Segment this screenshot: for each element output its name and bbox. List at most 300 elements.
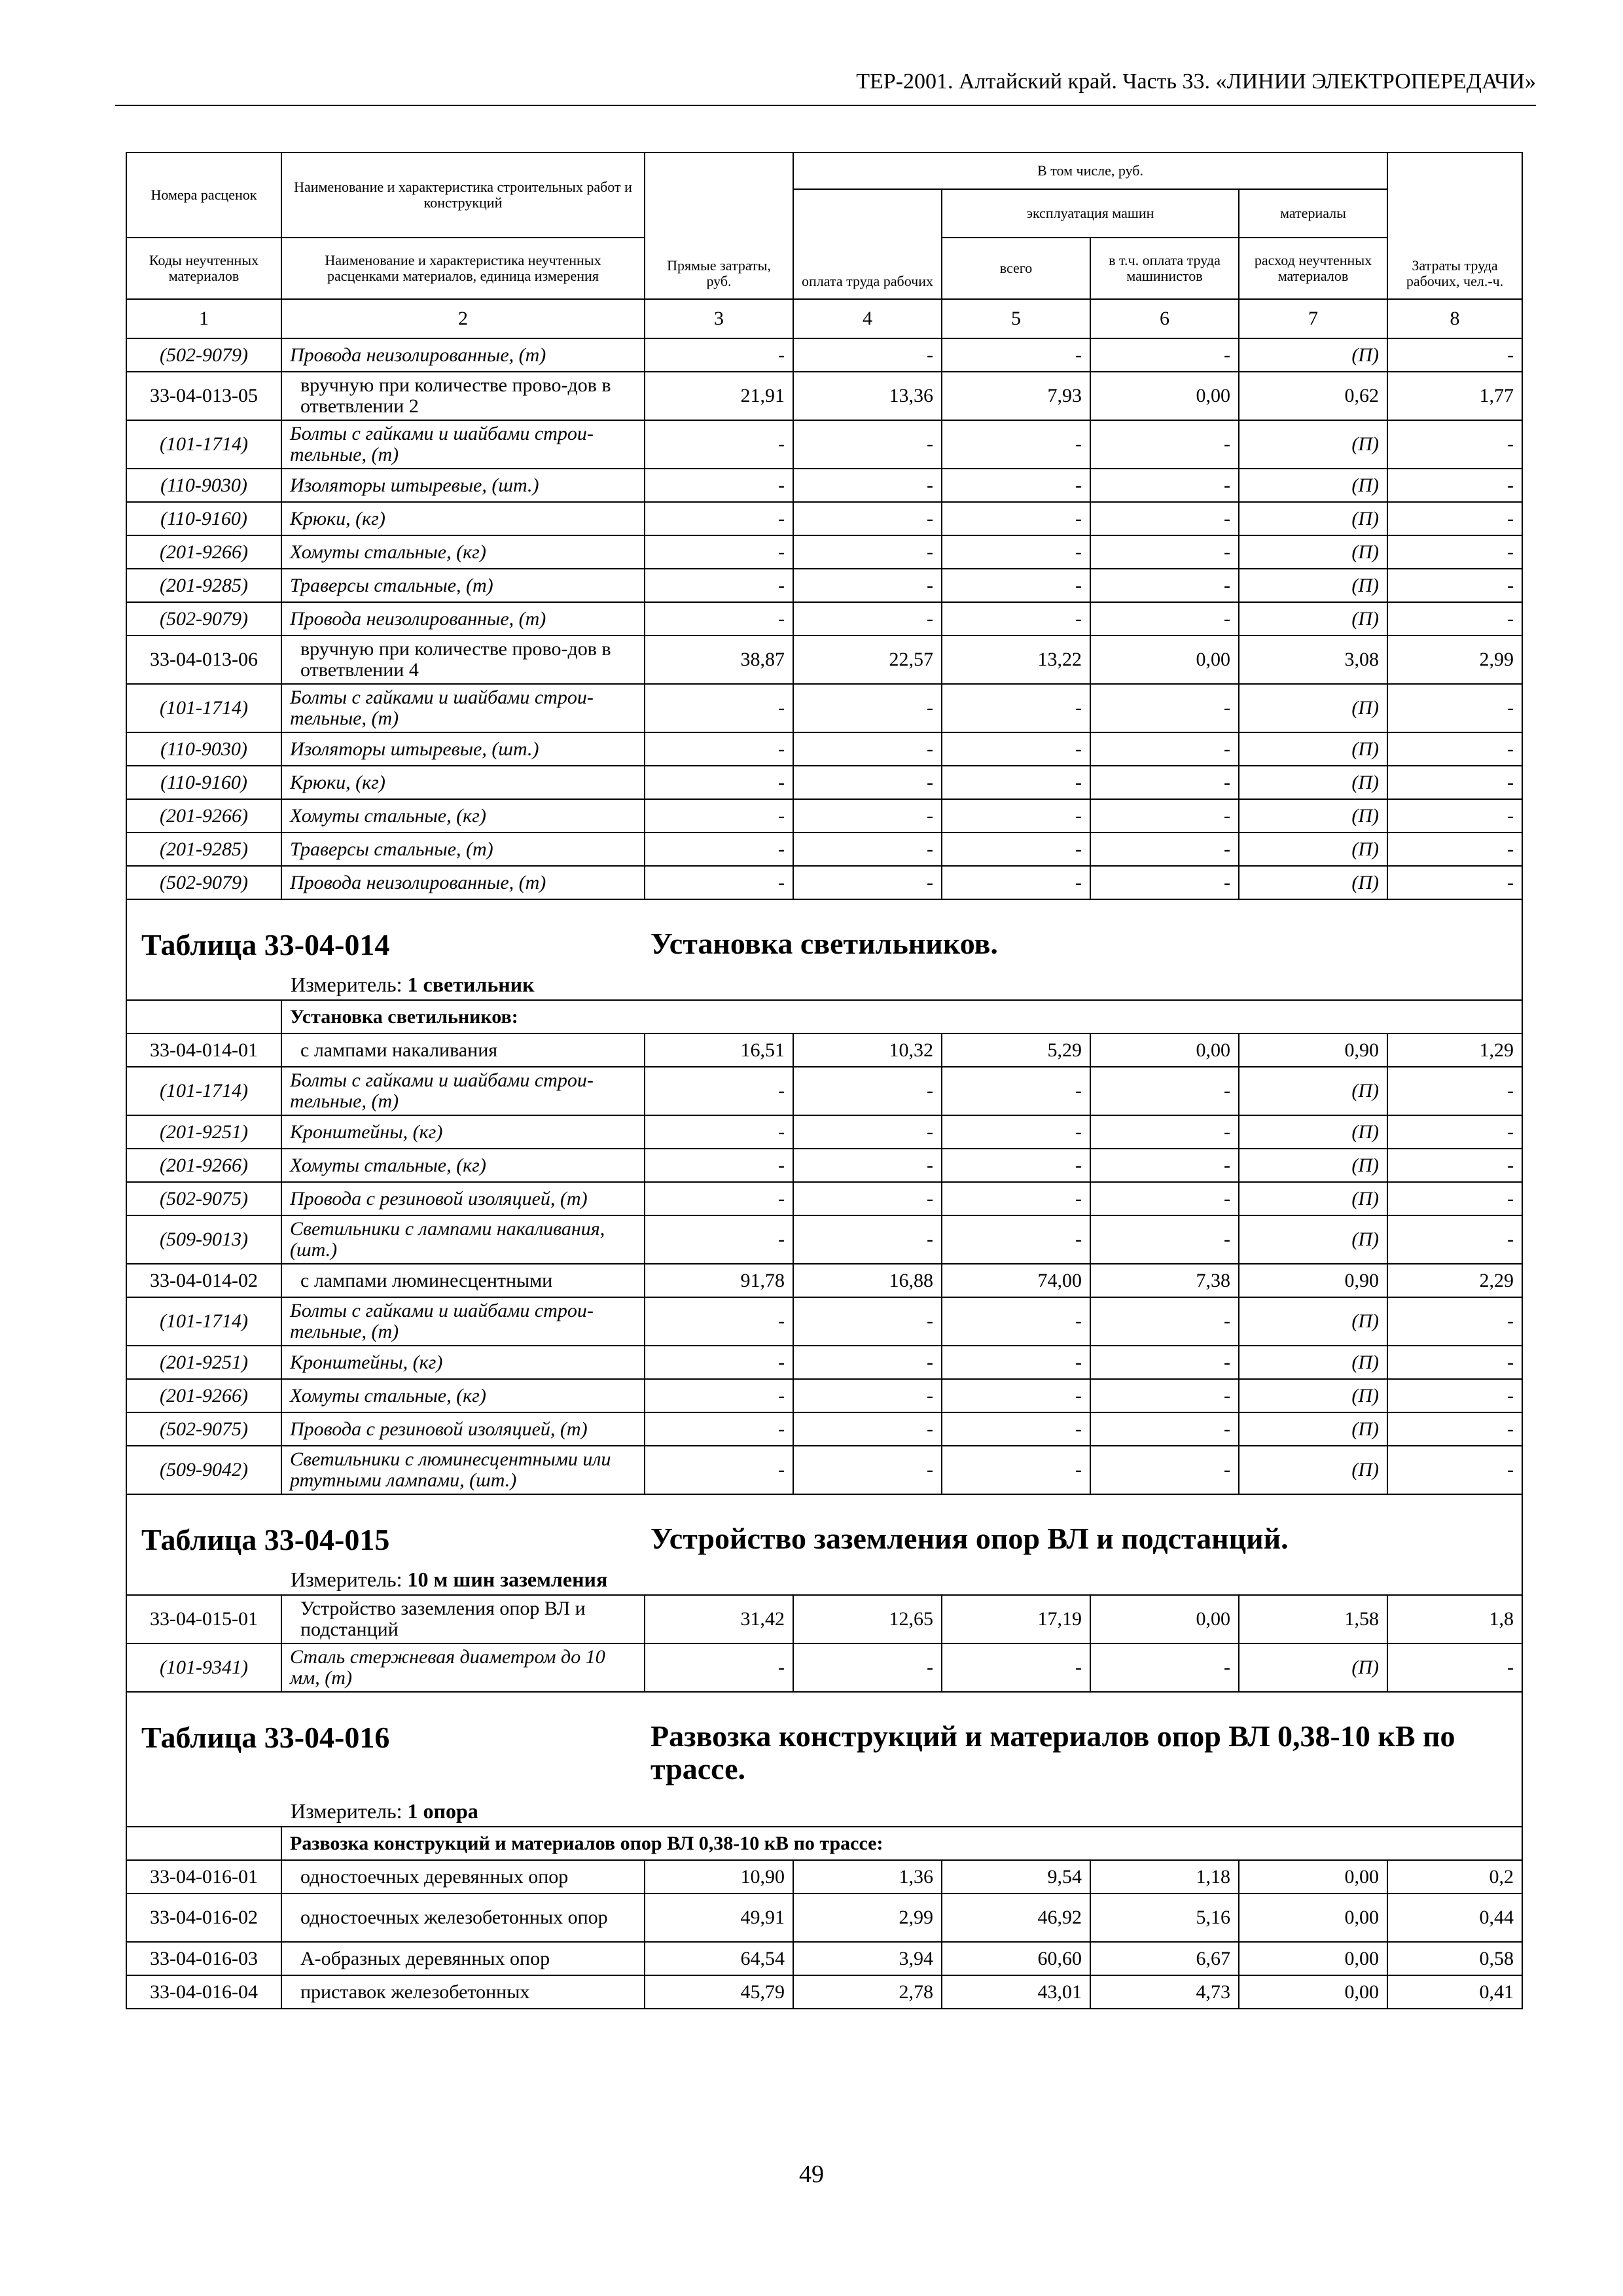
rate-value: 0,90 bbox=[1239, 1033, 1387, 1067]
group-code-cell bbox=[126, 1000, 281, 1033]
dash-cell: - bbox=[793, 1182, 942, 1215]
section-header-cell bbox=[126, 1692, 1522, 1827]
rate-value: 64,54 bbox=[645, 1942, 793, 1975]
dash-cell: - bbox=[645, 1643, 793, 1692]
dash-cell: - bbox=[1387, 799, 1522, 833]
rate-value: 5,16 bbox=[1090, 1893, 1239, 1942]
dash-cell: - bbox=[645, 766, 793, 799]
material-row bbox=[126, 1067, 1522, 1115]
col-header-incl: В том числе, руб. bbox=[793, 152, 1387, 189]
dash-cell: - bbox=[1090, 1182, 1239, 1215]
col-header-7: расход неучтенных материалов bbox=[1239, 238, 1387, 299]
dash-cell: - bbox=[942, 1115, 1090, 1149]
unaccounted-material-mark: (П) bbox=[1239, 799, 1387, 833]
material-code: (110-9030) bbox=[126, 732, 281, 766]
rate-value: 0,44 bbox=[1387, 1893, 1522, 1942]
material-name: Кронштейны, (кг) bbox=[281, 1346, 645, 1379]
material-row bbox=[126, 1446, 1522, 1494]
col-header-2a: Наименование и характеристика строительных работ и конструкций bbox=[281, 152, 645, 238]
col-header-machines: эксплуатация машин bbox=[942, 189, 1239, 238]
material-code: (201-9266) bbox=[126, 1379, 281, 1412]
section-header bbox=[126, 1692, 1522, 1827]
rate-value: 1,18 bbox=[1090, 1860, 1239, 1893]
dash-cell: - bbox=[645, 338, 793, 372]
rate-value: 3,08 bbox=[1239, 636, 1387, 684]
rate-value: 5,29 bbox=[942, 1033, 1090, 1067]
unaccounted-material-mark: (П) bbox=[1239, 1182, 1387, 1215]
rate-value: 12,65 bbox=[793, 1595, 942, 1643]
rate-value: 9,54 bbox=[942, 1860, 1090, 1893]
rate-value: 2,99 bbox=[793, 1893, 942, 1942]
rate-value: 4,73 bbox=[1090, 1975, 1239, 2009]
material-name: Крюки, (кг) bbox=[281, 766, 645, 799]
dash-cell: - bbox=[645, 799, 793, 833]
rate-value: 10,90 bbox=[645, 1860, 793, 1893]
dash-cell: - bbox=[1090, 1297, 1239, 1346]
rate-name: с лампами накаливания bbox=[281, 1033, 645, 1067]
dash-cell: - bbox=[645, 1067, 793, 1115]
material-row bbox=[126, 1297, 1522, 1346]
group-title: Развозка конструкций и материалов опор ВЛ 0,38-10 кВ по трассе: bbox=[281, 1827, 1522, 1860]
col-header-1b: Коды неучтенных материалов bbox=[126, 238, 281, 299]
rate-code: 33-04-013-06 bbox=[126, 636, 281, 684]
dash-cell: - bbox=[1090, 1446, 1239, 1494]
rate-value: 2,78 bbox=[793, 1975, 942, 2009]
rate-value: 0,2 bbox=[1387, 1860, 1522, 1893]
page-header bbox=[115, 65, 1536, 106]
material-name: Провода неизолированные, (т) bbox=[281, 866, 645, 899]
material-code: (509-9042) bbox=[126, 1446, 281, 1494]
material-code: (201-9266) bbox=[126, 799, 281, 833]
rate-value: 0,00 bbox=[1239, 1975, 1387, 2009]
rate-row bbox=[126, 1264, 1522, 1297]
dash-cell: - bbox=[942, 1215, 1090, 1264]
dash-cell: - bbox=[1387, 1412, 1522, 1446]
material-row bbox=[126, 1412, 1522, 1446]
dash-cell: - bbox=[793, 1215, 942, 1264]
dash-cell: - bbox=[1387, 535, 1522, 569]
dash-cell: - bbox=[1090, 338, 1239, 372]
rate-value: 1,36 bbox=[793, 1860, 942, 1893]
col-header-3: Прямые затраты, руб. bbox=[645, 152, 793, 299]
unaccounted-material-mark: (П) bbox=[1239, 1346, 1387, 1379]
rate-row bbox=[126, 1893, 1522, 1942]
dash-cell: - bbox=[645, 535, 793, 569]
dash-cell: - bbox=[1090, 766, 1239, 799]
dash-cell: - bbox=[1387, 1297, 1522, 1346]
unaccounted-material-mark: (П) bbox=[1239, 602, 1387, 636]
rate-value: 74,00 bbox=[942, 1264, 1090, 1297]
section-header bbox=[126, 899, 1522, 1000]
rate-name: одностоечных железобетонных опор bbox=[281, 1893, 645, 1942]
table-title: Развозка конструкций и материалов опор ВЛ 0,38-10 кВ по трассе. bbox=[651, 1719, 1455, 1785]
dash-cell: - bbox=[793, 469, 942, 502]
rate-row bbox=[126, 1975, 1522, 2009]
rate-name: вручную при количестве прово-дов в ответвлении 4 bbox=[281, 636, 645, 684]
col-number: 8 bbox=[1387, 299, 1522, 338]
col-number: 4 bbox=[793, 299, 942, 338]
material-row bbox=[126, 684, 1522, 732]
rate-value: 0,90 bbox=[1239, 1264, 1387, 1297]
dash-cell: - bbox=[1090, 1346, 1239, 1379]
rate-name: с лампами люминесцентными bbox=[281, 1264, 645, 1297]
material-row bbox=[126, 799, 1522, 833]
dash-cell: - bbox=[1387, 502, 1522, 535]
rate-value: 1,77 bbox=[1387, 372, 1522, 420]
material-code: (502-9075) bbox=[126, 1412, 281, 1446]
col-number: 2 bbox=[281, 299, 645, 338]
unaccounted-material-mark: (П) bbox=[1239, 535, 1387, 569]
material-name: Светильники с люминесцентными или ртутными лампами, (шт.) bbox=[281, 1446, 645, 1494]
dash-cell: - bbox=[942, 1297, 1090, 1346]
material-name: Провода с резиновой изоляцией, (т) bbox=[281, 1182, 645, 1215]
material-code: (502-9075) bbox=[126, 1182, 281, 1215]
unaccounted-material-mark: (П) bbox=[1239, 1115, 1387, 1149]
dash-cell: - bbox=[942, 1346, 1090, 1379]
rate-row bbox=[126, 372, 1522, 420]
rate-value: 0,00 bbox=[1239, 1860, 1387, 1893]
dash-cell: - bbox=[942, 684, 1090, 732]
meter-value: 1 светильник bbox=[407, 973, 535, 996]
col-header-2b: Наименование и характеристика неучтенных расценками материалов, единица измерения bbox=[281, 238, 645, 299]
material-name: Кронштейны, (кг) bbox=[281, 1115, 645, 1149]
rate-value: 10,32 bbox=[793, 1033, 942, 1067]
rate-code: 33-04-014-01 bbox=[126, 1033, 281, 1067]
dash-cell: - bbox=[645, 684, 793, 732]
group-row bbox=[126, 1000, 1522, 1033]
dash-cell: - bbox=[1090, 502, 1239, 535]
rate-value: 91,78 bbox=[645, 1264, 793, 1297]
dash-cell: - bbox=[942, 1446, 1090, 1494]
material-code: (101-1714) bbox=[126, 684, 281, 732]
col-header-6: в т.ч. оплата труда машинистов bbox=[1090, 238, 1239, 299]
rate-value: 6,67 bbox=[1090, 1942, 1239, 1975]
unaccounted-material-mark: (П) bbox=[1239, 569, 1387, 602]
rate-name: приставок железобетонных bbox=[281, 1975, 645, 2009]
dash-cell: - bbox=[793, 732, 942, 766]
rate-value: 0,00 bbox=[1090, 1033, 1239, 1067]
dash-cell: - bbox=[1090, 1643, 1239, 1692]
dash-cell: - bbox=[793, 866, 942, 899]
unaccounted-material-mark: (П) bbox=[1239, 1379, 1387, 1412]
dash-cell: - bbox=[942, 1182, 1090, 1215]
rate-value: 17,19 bbox=[942, 1595, 1090, 1643]
dash-cell: - bbox=[942, 469, 1090, 502]
material-row bbox=[126, 1379, 1522, 1412]
unaccounted-material-mark: (П) bbox=[1239, 1446, 1387, 1494]
dash-cell: - bbox=[1387, 1149, 1522, 1182]
material-code: (201-9251) bbox=[126, 1115, 281, 1149]
rate-value: 13,22 bbox=[942, 636, 1090, 684]
section-header bbox=[126, 1494, 1522, 1595]
dash-cell: - bbox=[645, 1379, 793, 1412]
col-number: 6 bbox=[1090, 299, 1239, 338]
dash-cell: - bbox=[1387, 1446, 1522, 1494]
dash-cell: - bbox=[1387, 1215, 1522, 1264]
material-row bbox=[126, 1149, 1522, 1182]
unaccounted-material-mark: (П) bbox=[1239, 1412, 1387, 1446]
material-name: Болты с гайками и шайбами строи-тельные, (т) bbox=[281, 1297, 645, 1346]
unaccounted-material-mark: (П) bbox=[1239, 1643, 1387, 1692]
dash-cell: - bbox=[1387, 766, 1522, 799]
material-name: Крюки, (кг) bbox=[281, 502, 645, 535]
rate-name: одностоечных деревянных опор bbox=[281, 1860, 645, 1893]
material-code: (201-9266) bbox=[126, 1149, 281, 1182]
dash-cell: - bbox=[645, 732, 793, 766]
rate-value: 3,94 bbox=[793, 1942, 942, 1975]
unaccounted-material-mark: (П) bbox=[1239, 1215, 1387, 1264]
rate-value: 0,62 bbox=[1239, 372, 1387, 420]
rate-value: 16,88 bbox=[793, 1264, 942, 1297]
material-name: Провода неизолированные, (т) bbox=[281, 602, 645, 636]
page-number: 49 bbox=[799, 2161, 824, 2188]
dash-cell: - bbox=[942, 766, 1090, 799]
rate-value: 0,00 bbox=[1090, 636, 1239, 684]
dash-cell: - bbox=[1090, 1149, 1239, 1182]
dash-cell: - bbox=[1090, 469, 1239, 502]
material-name: Провода с резиновой изоляцией, (т) bbox=[281, 1412, 645, 1446]
dash-cell: - bbox=[793, 799, 942, 833]
material-name: Траверсы стальные, (т) bbox=[281, 833, 645, 866]
material-code: (201-9251) bbox=[126, 1346, 281, 1379]
rate-row bbox=[126, 1033, 1522, 1067]
material-code: (509-9013) bbox=[126, 1215, 281, 1264]
rate-value: 0,58 bbox=[1387, 1942, 1522, 1975]
meter bbox=[291, 1799, 478, 1823]
material-name: Хомуты стальные, (кг) bbox=[281, 1149, 645, 1182]
dash-cell: - bbox=[942, 1412, 1090, 1446]
material-row bbox=[126, 833, 1522, 866]
dash-cell: - bbox=[645, 1412, 793, 1446]
dash-cell: - bbox=[793, 1446, 942, 1494]
unaccounted-material-mark: (П) bbox=[1239, 732, 1387, 766]
dash-cell: - bbox=[942, 338, 1090, 372]
material-name: Сталь стержневая диаметром до 10 мм, (т) bbox=[281, 1643, 645, 1692]
rate-value: 7,38 bbox=[1090, 1264, 1239, 1297]
rate-code: 33-04-015-01 bbox=[126, 1595, 281, 1643]
rate-value: 0,00 bbox=[1239, 1893, 1387, 1942]
dash-cell: - bbox=[793, 338, 942, 372]
dash-cell: - bbox=[942, 1379, 1090, 1412]
material-row bbox=[126, 766, 1522, 799]
material-name: Болты с гайками и шайбами строи-тельные, (т) bbox=[281, 684, 645, 732]
material-row bbox=[126, 1182, 1522, 1215]
dash-cell: - bbox=[1090, 799, 1239, 833]
table-title: Установка светильников. bbox=[651, 927, 998, 960]
rate-value: 31,42 bbox=[645, 1595, 793, 1643]
table-title: Устройство заземления опор ВЛ и подстанций. bbox=[651, 1522, 1289, 1555]
dash-cell: - bbox=[645, 1297, 793, 1346]
unaccounted-material-mark: (П) bbox=[1239, 1149, 1387, 1182]
meter bbox=[291, 1568, 607, 1592]
material-name: Провода неизолированные, (т) bbox=[281, 338, 645, 372]
dash-cell: - bbox=[1387, 1346, 1522, 1379]
rate-value: 1,8 bbox=[1387, 1595, 1522, 1643]
material-row bbox=[126, 602, 1522, 636]
meter-value: 1 опора bbox=[407, 1799, 478, 1823]
material-row bbox=[126, 866, 1522, 899]
table-number: Таблица 33-04-016 bbox=[141, 1721, 390, 1754]
rate-code: 33-04-014-02 bbox=[126, 1264, 281, 1297]
dash-cell: - bbox=[1090, 1412, 1239, 1446]
rate-code: 33-04-016-03 bbox=[126, 1942, 281, 1975]
dash-cell: - bbox=[942, 1149, 1090, 1182]
rate-value: 45,79 bbox=[645, 1975, 793, 2009]
dash-cell: - bbox=[942, 1067, 1090, 1115]
dash-cell: - bbox=[942, 602, 1090, 636]
dash-cell: - bbox=[942, 833, 1090, 866]
dash-cell: - bbox=[1387, 833, 1522, 866]
column-numbers-row bbox=[126, 299, 1522, 338]
unaccounted-material-mark: (П) bbox=[1239, 1067, 1387, 1115]
material-row bbox=[126, 1346, 1522, 1379]
material-code: (201-9285) bbox=[126, 569, 281, 602]
rate-value: 22,57 bbox=[793, 636, 942, 684]
dash-cell: - bbox=[645, 602, 793, 636]
dash-cell: - bbox=[793, 502, 942, 535]
dash-cell: - bbox=[1387, 338, 1522, 372]
dash-cell: - bbox=[942, 420, 1090, 469]
dash-cell: - bbox=[942, 799, 1090, 833]
material-code: (502-9079) bbox=[126, 602, 281, 636]
material-row bbox=[126, 535, 1522, 569]
rate-value: 0,00 bbox=[1090, 1595, 1239, 1643]
rate-value: 0,41 bbox=[1387, 1975, 1522, 2009]
dash-cell: - bbox=[793, 602, 942, 636]
dash-cell: - bbox=[793, 1297, 942, 1346]
dash-cell: - bbox=[645, 1149, 793, 1182]
dash-cell: - bbox=[1090, 833, 1239, 866]
dash-cell: - bbox=[793, 1412, 942, 1446]
rate-value: 16,51 bbox=[645, 1033, 793, 1067]
meter-label: Измеритель: bbox=[291, 1799, 402, 1823]
dash-cell: - bbox=[1387, 684, 1522, 732]
dash-cell: - bbox=[793, 1149, 942, 1182]
unaccounted-material-mark: (П) bbox=[1239, 1297, 1387, 1346]
dash-cell: - bbox=[1090, 1215, 1239, 1264]
dash-cell: - bbox=[793, 420, 942, 469]
material-code: (201-9266) bbox=[126, 535, 281, 569]
dash-cell: - bbox=[793, 684, 942, 732]
dash-cell: - bbox=[1090, 420, 1239, 469]
rate-value: 46,92 bbox=[942, 1893, 1090, 1942]
meter bbox=[291, 973, 535, 997]
material-row bbox=[126, 420, 1522, 469]
material-row bbox=[126, 469, 1522, 502]
col-header-8: Затраты труда рабочих, чел.-ч. bbox=[1387, 152, 1522, 299]
table-number: Таблица 33-04-015 bbox=[141, 1523, 390, 1556]
rate-value: 21,91 bbox=[645, 372, 793, 420]
dash-cell: - bbox=[645, 1346, 793, 1379]
material-name: Болты с гайками и шайбами строи-тельные, (т) bbox=[281, 420, 645, 469]
rate-value: 43,01 bbox=[942, 1975, 1090, 2009]
material-code: (110-9160) bbox=[126, 766, 281, 799]
dash-cell: - bbox=[1090, 1067, 1239, 1115]
rate-value: 7,93 bbox=[942, 372, 1090, 420]
dash-cell: - bbox=[793, 1067, 942, 1115]
dash-cell: - bbox=[793, 833, 942, 866]
rate-name: вручную при количестве прово-дов в ответвлении 2 bbox=[281, 372, 645, 420]
unaccounted-material-mark: (П) bbox=[1239, 469, 1387, 502]
rate-value: 38,87 bbox=[645, 636, 793, 684]
rate-value: 49,91 bbox=[645, 1893, 793, 1942]
dash-cell: - bbox=[1090, 602, 1239, 636]
material-name: Болты с гайками и шайбами строи-тельные, (т) bbox=[281, 1067, 645, 1115]
dash-cell: - bbox=[1387, 1067, 1522, 1115]
dash-cell: - bbox=[793, 766, 942, 799]
dash-cell: - bbox=[1090, 535, 1239, 569]
rate-name: Устройство заземления опор ВЛ и подстанций bbox=[281, 1595, 645, 1643]
unaccounted-material-mark: (П) bbox=[1239, 338, 1387, 372]
rate-value: 0,00 bbox=[1239, 1942, 1387, 1975]
material-row bbox=[126, 1215, 1522, 1264]
material-code: (110-9160) bbox=[126, 502, 281, 535]
unaccounted-material-mark: (П) bbox=[1239, 833, 1387, 866]
dash-cell: - bbox=[1387, 732, 1522, 766]
dash-cell: - bbox=[645, 1182, 793, 1215]
table-number: Таблица 33-04-014 bbox=[141, 928, 390, 961]
dash-cell: - bbox=[1387, 1643, 1522, 1692]
dash-cell: - bbox=[793, 569, 942, 602]
material-code: (201-9285) bbox=[126, 833, 281, 866]
dash-cell: - bbox=[1090, 684, 1239, 732]
material-code: (101-1714) bbox=[126, 420, 281, 469]
material-row bbox=[126, 1643, 1522, 1692]
dash-cell: - bbox=[1387, 866, 1522, 899]
group-title: Установка светильников: bbox=[281, 1000, 1522, 1033]
rate-name: А-образных деревянных опор bbox=[281, 1942, 645, 1975]
material-name: Траверсы стальные, (т) bbox=[281, 569, 645, 602]
dash-cell: - bbox=[942, 732, 1090, 766]
dash-cell: - bbox=[645, 569, 793, 602]
dash-cell: - bbox=[942, 569, 1090, 602]
unaccounted-material-mark: (П) bbox=[1239, 684, 1387, 732]
unaccounted-material-mark: (П) bbox=[1239, 766, 1387, 799]
col-number: 7 bbox=[1239, 299, 1387, 338]
dash-cell: - bbox=[645, 469, 793, 502]
dash-cell: - bbox=[645, 866, 793, 899]
dash-cell: - bbox=[793, 1379, 942, 1412]
material-row bbox=[126, 569, 1522, 602]
dash-cell: - bbox=[645, 420, 793, 469]
material-name: Хомуты стальные, (кг) bbox=[281, 535, 645, 569]
material-code: (101-1714) bbox=[126, 1067, 281, 1115]
meter-value: 10 м шин заземления bbox=[407, 1568, 608, 1591]
meter-label: Измеритель: bbox=[291, 1568, 402, 1591]
dash-cell: - bbox=[942, 1643, 1090, 1692]
dash-cell: - bbox=[793, 1115, 942, 1149]
group-row bbox=[126, 1827, 1522, 1860]
dash-cell: - bbox=[942, 866, 1090, 899]
col-header-materials: материалы bbox=[1239, 189, 1387, 238]
dash-cell: - bbox=[645, 1215, 793, 1264]
unaccounted-material-mark: (П) bbox=[1239, 420, 1387, 469]
rate-row bbox=[126, 1942, 1522, 1975]
section-header-cell bbox=[126, 1494, 1522, 1595]
dash-cell: - bbox=[793, 1643, 942, 1692]
dash-cell: - bbox=[1090, 1115, 1239, 1149]
dash-cell: - bbox=[1387, 1182, 1522, 1215]
dash-cell: - bbox=[942, 535, 1090, 569]
rate-code: 33-04-016-02 bbox=[126, 1893, 281, 1942]
material-code: (110-9030) bbox=[126, 469, 281, 502]
col-header-1a: Номера расценок bbox=[126, 152, 281, 238]
rate-value: 2,99 bbox=[1387, 636, 1522, 684]
material-code: (101-9341) bbox=[126, 1643, 281, 1692]
section-header-cell bbox=[126, 899, 1522, 1000]
unaccounted-material-mark: (П) bbox=[1239, 866, 1387, 899]
meter-label: Измеритель: bbox=[291, 973, 402, 996]
